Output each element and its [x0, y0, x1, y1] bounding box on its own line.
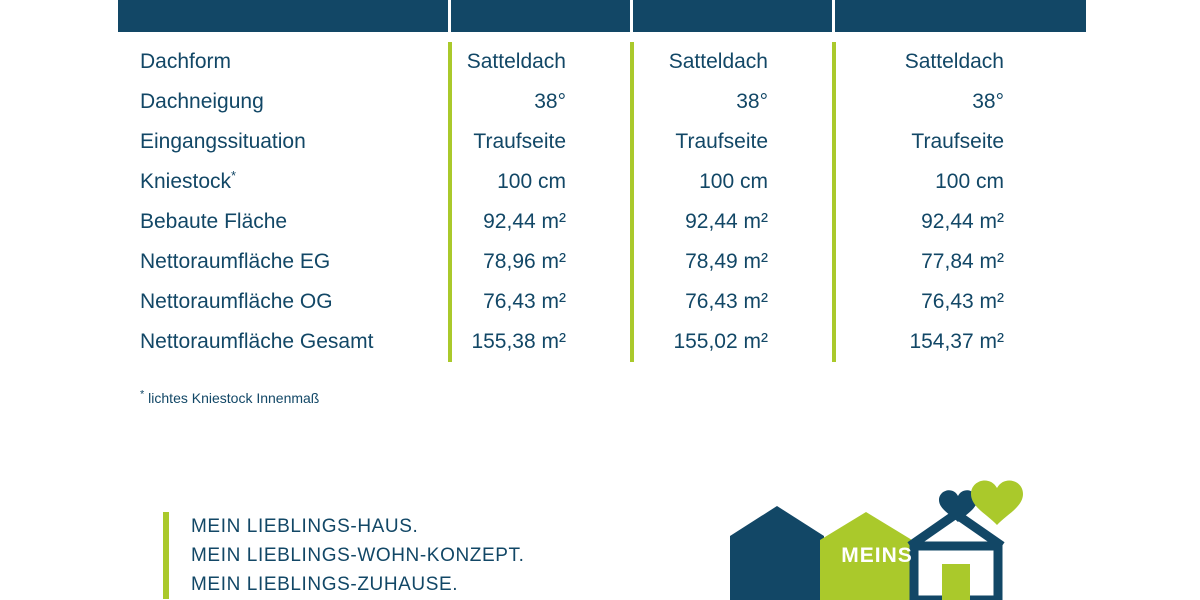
row-value-variant-3: 92,44 m² [921, 210, 1004, 233]
logo-wordmark: MEINS [841, 544, 913, 567]
table-row [118, 82, 1086, 122]
row-value-variant-3: 77,84 m² [921, 250, 1004, 273]
specification-table [118, 42, 1086, 362]
row-value-variant-1: Satteldach [466, 50, 566, 73]
header-divider-2 [630, 0, 633, 32]
row-value-variant-2: 100 cm [699, 170, 768, 193]
row-value-variant-2: 78,49 m² [685, 250, 768, 273]
claim-line-2: MEIN LIEBLINGS-WOHN-KONZEPT. [191, 545, 525, 566]
header-divider-3 [832, 0, 835, 32]
row-value-variant-3: Traufseite [911, 130, 1004, 153]
footnote [140, 390, 319, 406]
table-row [118, 42, 1086, 82]
table-row [118, 322, 1086, 362]
row-label-text: Nettoraumfläche EG [140, 250, 331, 273]
row-value-variant-3: 38° [972, 90, 1004, 113]
row-value-variant-2: Satteldach [668, 50, 768, 73]
row-label [118, 90, 448, 114]
row-label-text: Bebaute Fläche [140, 210, 288, 233]
row-value-variant-1: Traufseite [473, 130, 566, 153]
row-label-text: Dachform [140, 50, 232, 73]
row-label [118, 290, 448, 314]
row-value-variant-1: 100 cm [497, 170, 566, 193]
row-value-variant-2: 38° [736, 90, 768, 113]
row-value-variant-2: 76,43 m² [685, 290, 768, 313]
table-header-band [118, 0, 1086, 32]
row-value-variant-3: 154,37 m² [909, 330, 1004, 353]
row-value-variant-1: 92,44 m² [483, 210, 566, 233]
row-label-text: Eingangssituation [140, 130, 306, 153]
header-divider-1 [448, 0, 451, 32]
claim-line-3: MEIN LIEBLINGS-ZUHAUSE. [191, 574, 459, 595]
table-row [118, 122, 1086, 162]
row-label-text: Nettoraumfläche OG [140, 290, 333, 313]
row-value-variant-1: 76,43 m² [483, 290, 566, 313]
row-label-sup: * [231, 168, 237, 183]
table-row [118, 202, 1086, 242]
row-value-variant-2: 92,44 m² [685, 210, 768, 233]
footnote-marker: * [140, 388, 145, 401]
claim-block [163, 512, 525, 599]
row-label-text: Nettoraumfläche Gesamt [140, 330, 374, 353]
row-value-variant-2: 155,02 m² [673, 330, 768, 353]
row-label-text: Dachneigung [140, 90, 264, 113]
row-label [118, 130, 448, 154]
row-label [118, 170, 448, 194]
row-value-variant-3: 100 cm [935, 170, 1004, 193]
table-row [118, 162, 1086, 202]
row-value-variant-3: 76,43 m² [921, 290, 1004, 313]
brand-logo [720, 480, 1030, 600]
row-label [118, 330, 448, 354]
row-value-variant-3: Satteldach [904, 50, 1004, 73]
table-row [118, 282, 1086, 322]
logo-houses-icon [720, 480, 1030, 600]
row-label [118, 50, 448, 74]
row-value-variant-1: 38° [534, 90, 566, 113]
claim-line-1: MEIN LIEBLINGS-HAUS. [191, 516, 419, 537]
row-label [118, 250, 448, 274]
row-label-text: Kniestock [140, 170, 232, 193]
row-label [118, 210, 448, 234]
row-value-variant-2: Traufseite [675, 130, 768, 153]
table-row [118, 242, 1086, 282]
footnote-text: lichtes Kniestock Innenmaß [144, 390, 320, 406]
row-value-variant-1: 155,38 m² [471, 330, 566, 353]
row-value-variant-1: 78,96 m² [483, 250, 566, 273]
